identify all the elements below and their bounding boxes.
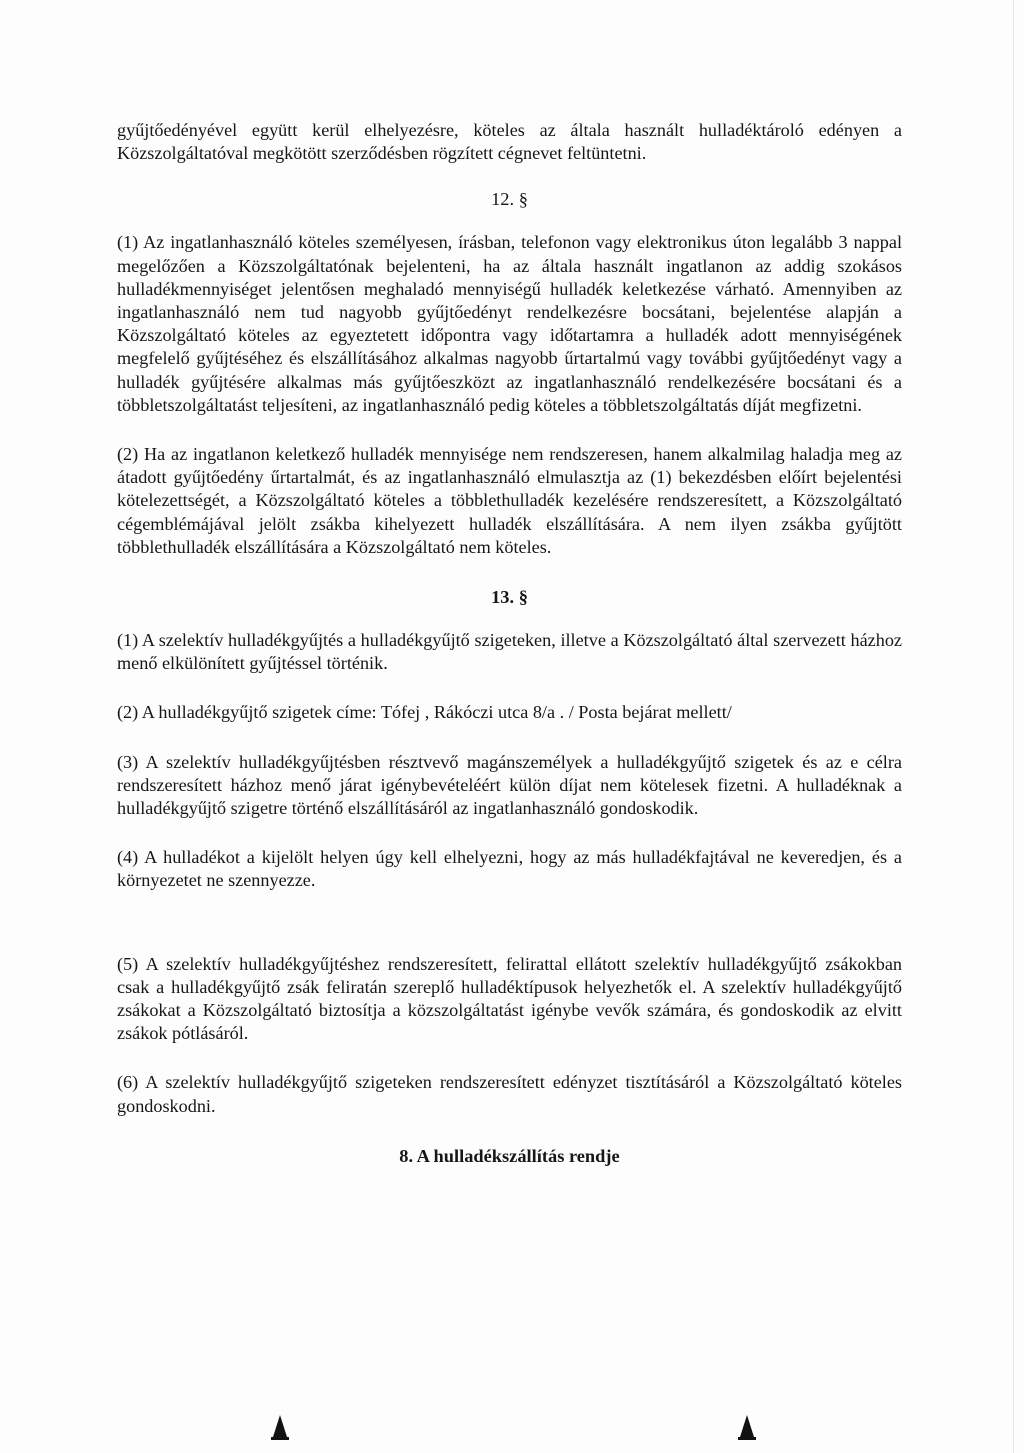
section-12-paragraph-2: (2) Ha az ingatlanon keletkező hulladék mennyisége nem rendszeresen, hanem alkalmilag haladja meg az átadott gyűjtőedény űrtartalmát, és az ingatlanhasználó elmulasztja az (1) bekezdésben előírt bejelentési kötelezettségét, a Közszolgáltató köteles a többlethulladék kezelésére rendszeresített, a Közszolgáltató cégemblémájával jelölt zsákba kihelyezett hulladék elszállítására. A nem ilyen zsákba gyűjtött többlethulladék elszállítására a Közszolgáltató nem köteles. <box>117 444 902 557</box>
section-12-paragraph-1: (1) Az ingatlanhasználó köteles személyesen, írásban, telefonon vagy elektronikus úton legalább 3 nappal megelőzően a Közszolgáltatónak bejelenteni, ha az általa használt ingatlanon az addig szokásos hulladékmennyiséget jelentősen meghaladó mennyiségű hulladék keletkezése várható. Amennyiben az ingatlanhasználó nem tud nagyobb gyűjtőedényt rendelkezésre bocsátani, bejelentése alapján a Közszolgáltató köteles az egyeztetett időpontra vagy időtartamra a hulladék adott mennyiségének megfelelő gyűjtéséhez és elszállításához alkalmas nagyobb űrtartalmú vagy további gyűjtőedényt vagy a hulladék gyűjtésére alkalmas más gyűjtőeszközt az ingatlanhasználó rendelkezésére bocsátani és a többletszolgáltatást teljesíteni, az ingatlanhasználó pedig köteles a többletszolgáltatás díját megfizetni. <box>117 232 902 415</box>
scan-marker-right-icon <box>740 1415 754 1437</box>
scan-marker-left-icon <box>273 1415 287 1437</box>
section-12-title: 12. § <box>491 189 528 210</box>
intro-paragraph: gyűjtőedényével együtt kerül elhelyezésre, köteles az általa használt hulladéktároló edényen a Közszolgáltatóval megkötött szerződésben rögzített cégnevet feltüntetni. <box>117 120 902 164</box>
section-13-paragraph-1: (1) A szelektív hulladékgyűjtés a hulladékgyűjtő szigeteken, illetve a Közszolgáltató által szervezett házhoz menő elkülönített gyűjtéssel történik. <box>117 630 902 674</box>
document-body <box>117 119 902 1168</box>
chapter-8-title: 8. A hulladékszállítás rendje <box>399 1145 620 1166</box>
section-13-paragraph-2: (2) A hulladékgyűjtő szigetek címe: Tófej , Rákóczi utca 8/a . / Posta bejárat mellett/ <box>117 702 732 723</box>
section-13-paragraph-5: (5) A szelektív hulladékgyűjtéshez rendszeresített, felirattal ellátott szelektív hulladékgyűjtő zsákokban csak a hulladékgyűjtő zsák feliratán szereplő hulladéktípusok helyezhetők el. A szelektív hulladékgyűjtő zsákokat a Közszolgáltató biztosítja a közszolgáltatást igénybe vevők számára, és gondoskodik az elvitt zsákok pótlásáról. <box>117 953 902 1044</box>
section-13-paragraph-6: (6) A szelektív hulladékgyűjtő szigeteken rendszeresített edényzet tisztításáról a Közszolgáltató köteles gondoskodni. <box>117 1072 902 1116</box>
scan-edge-line <box>1013 0 1014 1453</box>
section-13-paragraph-3: (3) A szelektív hulladékgyűjtésben résztvevő magánszemélyek a hulladékgyűjtő szigetek és az e célra rendszeresített házhoz menő járat igénybevételéért külön díjat nem kötelesek fizetni. A hulladéknak a hulladékgyűjtő szigetre történő elszállításáról az ingatlanhasználó gondoskodik. <box>117 751 902 819</box>
section-13-paragraph-4: (4) A hulladékot a kijelölt helyen úgy kell elhelyezni, hogy az más hulladékfajtával ne keveredjen, és a környezetet ne szennyezze. <box>117 847 902 891</box>
section-13-title: 13. § <box>491 587 528 608</box>
